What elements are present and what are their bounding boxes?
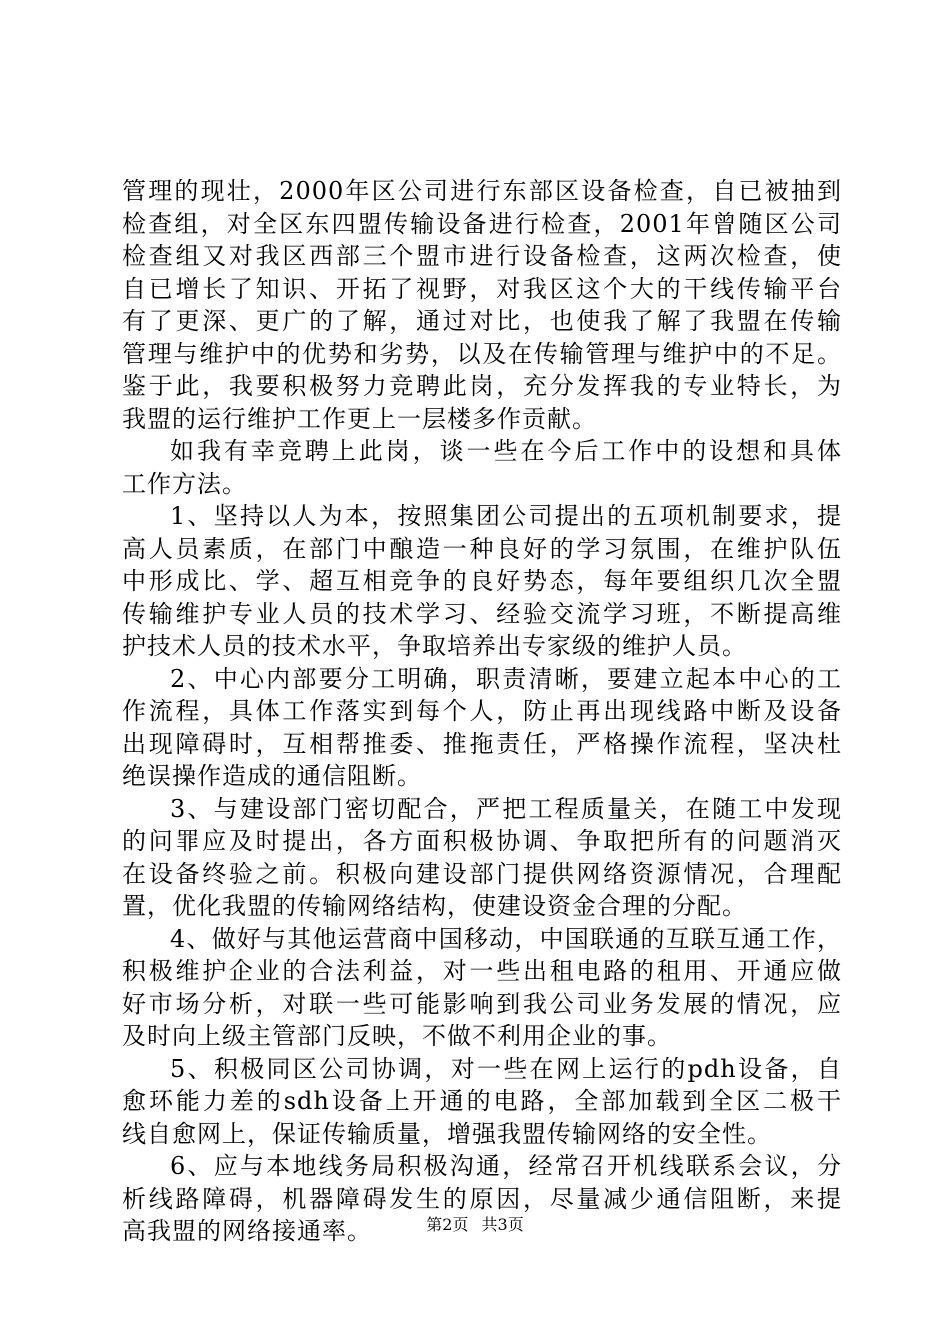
text-line: 4、做好与其他运营商中国移动，中国联通的互联互通工作， xyxy=(170,924,842,953)
body-text xyxy=(122,175,842,1248)
text-line: 的问罪应及时提出，各方面积极协调、争取把所有的问题消灭 xyxy=(122,827,842,855)
text-line: 管理的现壮，2000年区公司进行东部区设备检查，自已被抽到 xyxy=(122,177,842,205)
text-line: 绝误操作造成的通信阻断。 xyxy=(122,762,422,790)
text-line: 6、应与本地线务局积极沟通，经常召开机线联系会议，分 xyxy=(170,1152,842,1180)
text-line: 1、坚持以人为本，按照集团公司提出的五项机制要求，提 xyxy=(170,502,842,530)
page-total: 共3页 xyxy=(481,1215,524,1234)
text-line: 作流程，具体工作落实到每个人，防止再出现线路中断及设备 xyxy=(122,697,842,725)
text-line: 5、积极同区公司协调，对一些在网上运行的pdh设备，自 xyxy=(170,1054,842,1083)
text-line: 好市场分析，对联一些可能影响到我公司业务发展的情况，应 xyxy=(122,989,842,1018)
text-line: 在设备终验之前。积极向建设部门提供网络资源情况，合理配 xyxy=(122,859,842,888)
text-line: 工作方法。 xyxy=(122,469,247,498)
text-line: 护技术人员的技术水平，争取培养出专家级的维护人员。 xyxy=(122,632,747,660)
text-line: 愈环能力差的sdh设备上开通的电路，全部加载到全区二极干 xyxy=(122,1087,842,1115)
text-line: 中形成比、学、超互相竞争的良好势态，每年要组织几次全盟 xyxy=(122,567,842,595)
text-line: 传输维护专业人员的技术学习、经验交流学习班，不断提高维 xyxy=(122,599,842,628)
text-line: 如我有幸竞聘上此岗，谈一些在今后工作中的设想和具体 xyxy=(170,437,842,465)
text-line: 2、中心内部要分工明确，职责清晰，要建立起本中心的工 xyxy=(170,664,842,693)
text-line: 高我盟的网络接通率。 xyxy=(122,1217,372,1245)
text-line: 出现障碍时，互相帮推委、推拖责任，严格操作流程，坚决杜 xyxy=(122,729,842,758)
text-line: 检查组又对我区西部三个盟市进行设备检查，这两次检查，使 xyxy=(122,242,842,270)
text-line: 积极维护企业的合法利益，对一些出租电路的租用、开通应做 xyxy=(122,957,842,985)
page-number: 第2页 xyxy=(426,1215,469,1234)
text-line: 我盟的运行维护工作更上一层楼多作贡献。 xyxy=(122,404,597,433)
text-line: 检查组，对全区东四盟传输设备进行检查，2001年曾随区公司 xyxy=(122,209,842,238)
text-line: 3、与建设部门密切配合，严把工程质量关，在随工中发现 xyxy=(170,794,842,823)
page-footer xyxy=(0,1215,950,1235)
text-line: 有了更深、更广的了解，通过对比，也使我了解了我盟在传输 xyxy=(122,307,842,335)
text-line: 置，优化我盟的传输网络结构，使建设资金合理的分配。 xyxy=(122,892,747,920)
text-line: 及时向上级主管部门反映，不做不利用企业的事。 xyxy=(122,1022,672,1050)
text-line: 线自愈网上，保证传输质量，增强我盟传输网络的安全性。 xyxy=(122,1119,772,1148)
text-line: 鉴于此，我要积极努力竞聘此岗，充分发挥我的专业特长，为 xyxy=(122,372,842,400)
text-line: 管理与维护中的优势和劣势，以及在传输管理与维护中的不足。 xyxy=(122,339,842,368)
text-line: 高人员素质，在部门中酿造一种良好的学习氛围，在维护队伍 xyxy=(122,534,842,563)
text-line: 自已增长了知识、开拓了视野，对我区这个大的干线传输平台 xyxy=(122,274,842,303)
text-line: 析线路障碍，机器障碍发生的原因，尽量减少通信阻断，来提 xyxy=(122,1184,842,1213)
